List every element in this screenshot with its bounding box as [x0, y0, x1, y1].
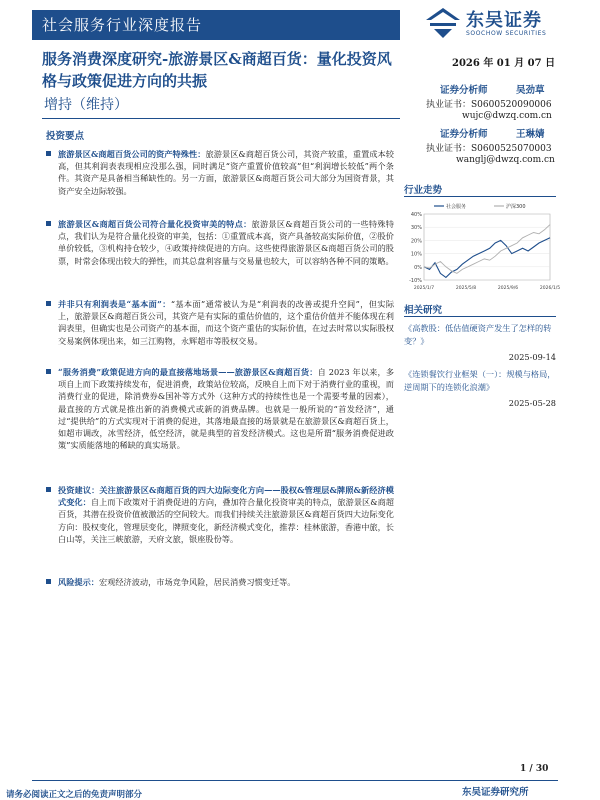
related-item[interactable]: 《连锁餐饮行业框架（一）：规模与格局，逆周期下的连锁化浪潮》	[404, 369, 556, 392]
y-tick-label: 0%	[414, 264, 422, 271]
bullet-icon	[46, 301, 51, 306]
key-point-lead: 旅游景区&商超百货公司符合量化投资审美的特点：	[58, 219, 252, 229]
key-point-lead: 风险提示：	[58, 577, 99, 587]
x-tick-label: 2025/9/6	[497, 286, 519, 291]
series-line	[424, 238, 550, 278]
trend-chart	[404, 200, 561, 292]
company-logo-icon	[424, 6, 462, 44]
key-point-text: 旅游景区&商超百货公司，其资产较重，重置成本较高，但其利润表表现相应没那么强，同时满足“资产重置价值较高”但“利润增长较低”两个条件。其资产是具备相当稀缺性的。另一方面，旅游景区&商超百货公司大部分为国资背景，其资产安全边际较强。	[58, 149, 394, 196]
x-tick-label: 2026/1/5	[539, 286, 561, 291]
report-title: 服务消费深度研究-旅游景区&商超百货：量化投资风格与政策促进方向的共振	[42, 50, 392, 90]
key-point	[48, 484, 394, 545]
page-number: 1 / 30	[520, 764, 549, 774]
trend-title: 行业走势	[404, 185, 443, 196]
bullet-icon	[46, 221, 51, 226]
x-tick-label: 2025/5/8	[455, 286, 477, 291]
analyst-2-role: 证券分析师	[440, 129, 488, 140]
company-logo-subtext: SOOCHOW SECURITIES	[466, 30, 547, 37]
analyst-1-name: 吴劲草	[516, 85, 545, 96]
key-point-lead: 并非只有利润表是“基本面”：	[58, 299, 171, 309]
legend-label: 社会服务	[446, 204, 467, 210]
y-tick-label: -10%	[409, 278, 422, 284]
disclaimer-text: 请务必阅读正文之后的免责声明部分	[6, 790, 143, 800]
key-points-title: 投资要点	[46, 131, 85, 142]
bullet-icon	[46, 487, 51, 492]
report-category: 社会服务行业深度报告	[42, 16, 203, 34]
section-divider	[42, 118, 400, 119]
related-date: 2025-09-14	[508, 352, 556, 362]
legend-label: 沪深300	[506, 204, 526, 210]
related-item[interactable]: 《高教股：低估值硬资产发生了怎样的转变？》	[404, 323, 552, 346]
analyst-1-role: 证券分析师	[440, 85, 488, 96]
key-point	[48, 218, 394, 267]
footer-org: 东吴证券研究所	[462, 787, 529, 798]
key-point-lead: 旅游景区&商超百货公司的资产特殊性：	[58, 149, 206, 159]
bullet-icon	[46, 369, 51, 374]
bullet-icon	[46, 579, 51, 584]
y-tick-label: 40%	[410, 212, 422, 218]
key-point-text: “基本面”通常被认为是“利润表的改善或提升空间”，但实际上，旅游景区&商超百货公司，其资产是有实际的重估价值的，这个重估价值并不能体现在利润表里，但确实也是公司资产的基本面，而这个资产重估的实际价值，在过去时常以实际股权交易案例体现出来，如三江购物，永辉超市等股权交易。	[58, 299, 395, 346]
company-logo-text: 东吴证券	[466, 10, 542, 31]
key-point	[48, 148, 394, 197]
section-divider	[404, 196, 556, 197]
bullet-icon	[46, 151, 51, 156]
y-tick-label: 20%	[410, 238, 422, 245]
related-title: 相关研究	[404, 305, 443, 316]
plot-frame	[424, 214, 550, 280]
key-point-text: 宏观经济波动，市场竞争风险，居民消费习惯变迁等。	[98, 577, 296, 587]
key-point	[48, 366, 394, 451]
key-point	[48, 576, 394, 588]
key-point-lead: “服务消费”政策促进方向的最直接落地场景——旅游景区&商超百货：	[58, 367, 318, 377]
key-point-lead: 投资建议：关注旅游景区&商超百货的四大边际变化方向——股权&管理层&牌照&新经济模式变化：	[58, 485, 394, 508]
key-point-text: 自上而下政策对于消费促进的方向，叠加符合量化投资审美的特点，旅游景区&商超百货，其潜在投资价值被激活的空间较大。而我们持续关注旅游景区&商超百货四大边际变化方向：股权变化，管理层变化，牌照变化，新经济模式变化，推荐：桂林旅游，香港中旅，长白山等，关注三峡旅游，天府文旅，银座股份等。	[58, 497, 394, 544]
key-point	[48, 298, 394, 347]
related-date: 2025-05-28	[508, 398, 556, 408]
key-point-text: 自 2023 年以来，多项自上而下政策持续发布，促进消费，政策站位较高，反映自上而下对于消费行业的重视，而消费行业的促进，除消费券&国补等方式外（这种方式的持续性也是一个需要考量的因素），最直接的方式就是推出新的消费模式或新的消费品牌。也就是一般所说的“首发经济”，通过“提供给”的方式实现对于消费的促进，其落地最直接的场景就是在旅游景区&商超百货上，如超市调改，冰雪经济，低空经济，就是典型的首发经济模式。这也是所谓“服务消费促进政策”实质能落地的稀缺的真实场景。	[58, 367, 395, 451]
y-tick-label: 10%	[410, 251, 422, 258]
analyst-2-name: 王琳婧	[516, 129, 545, 140]
analyst-2-cert: 执业证书：S0600525070003	[426, 144, 552, 154]
rating-label: 增持（维持）	[44, 97, 128, 113]
report-date: 2026 年 01 月 07 日	[452, 58, 556, 69]
section-divider	[404, 316, 556, 317]
footer-divider	[32, 780, 558, 781]
analyst-1-cert: 执业证书：S0600520090006	[426, 100, 552, 110]
analyst-2-email[interactable]: wanglj@dwzq.com.cn	[456, 155, 555, 165]
y-tick-label: 30%	[410, 225, 422, 232]
key-point-text: 旅游景区&商超百货公司的一些特殊特点，我们认为是符合量化投资的审美，包括：①重置成本高，资产具备较高实际价值，②股价单价较低，③机构持仓较少，④政策持续促进的方向。这些使得旅游景区&商超百货公司的股票，时常会体现出较大的弹性，而其总盘利容量与交易量也较大，可以容纳各种不同的策略。	[58, 219, 394, 266]
x-tick-label: 2025/1/7	[413, 286, 435, 291]
analyst-1-email[interactable]: wujc@dwzq.com.cn	[462, 111, 552, 121]
